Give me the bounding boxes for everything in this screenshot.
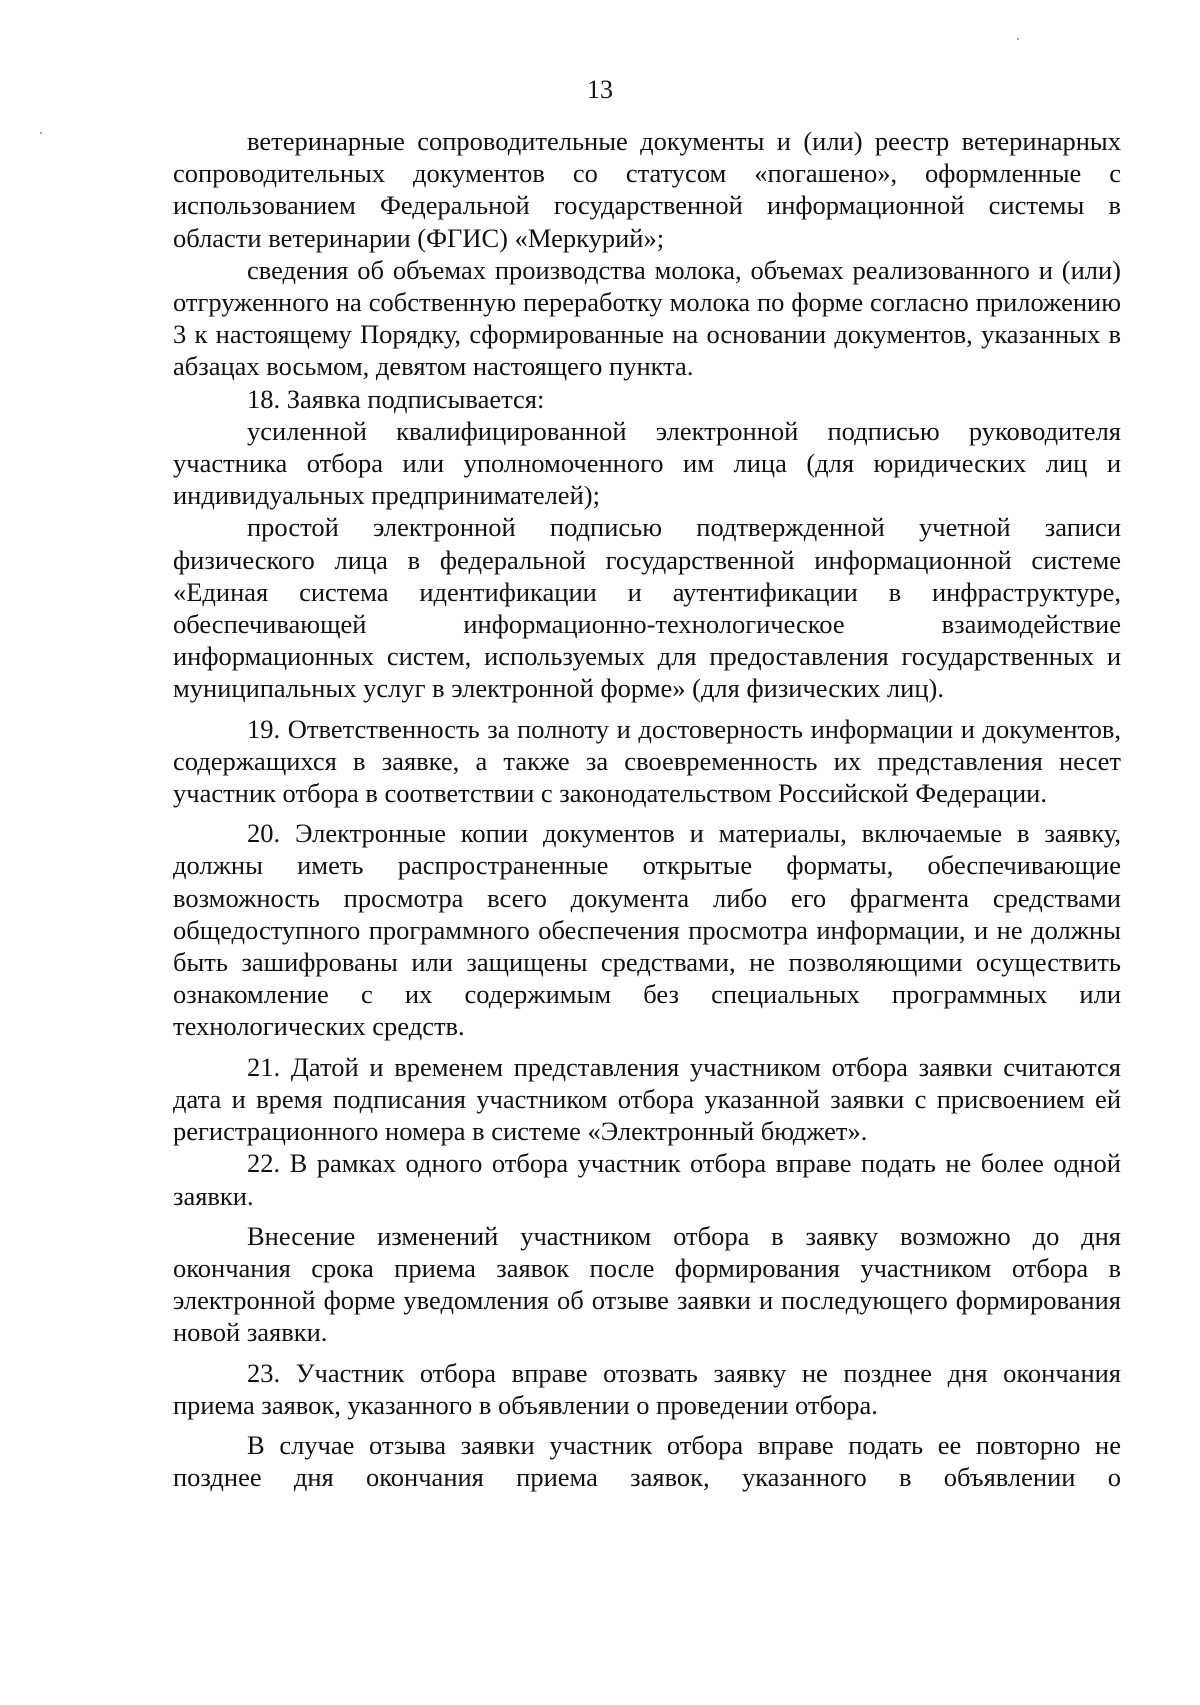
- paragraph-vet-documents: ветеринарные сопроводительные документы и (или) реестр ветеринарных сопроводительных документов со статусом «погашено», оформленные с использованием Федеральной государственной информационной системы в области ветеринарии (ФГИС) «Меркурий»;: [173, 126, 1121, 253]
- paragraph-22-one-application: 22. В рамках одного отбора участник отбора вправе подать не более одной заявки.: [173, 1148, 1121, 1211]
- scan-speck: [40, 132, 42, 134]
- paragraph-20-electronic-copies: 20. Электронные копии документов и материалы, включаемые в заявку, должны иметь распространенные открытые форматы, обеспечивающие возможность просмотра всего документа либо его фрагмента средствами общедоступного программного обеспечения просмотра информации, и не должны быть зашифрованы или защищены средствами, не позволяющими осуществить ознакомление с их содержимым без специальных программных или технологических средств.: [173, 818, 1121, 1042]
- paragraph-qualified-signature: усиленной квалифицированной электронной подписью руководителя участника отбора или уполномоченного им лица (для юридических лиц и индивидуальных предпринимателей);: [173, 415, 1121, 511]
- paragraph-18-heading: 18. Заявка подписывается:: [247, 383, 545, 414]
- paragraph-resubmission: В случае отзыва заявки участник отбора вправе подать ее повторно не позднее дня окончания приема заявок, указанного в объявлении о: [173, 1429, 1121, 1493]
- document-body: [173, 125, 1121, 1493]
- paragraph-23-withdrawal: 23. Участник отбора вправе отозвать заявку не позднее дня окончания приема заявок, указанного в объявлении о проведении отбора.: [173, 1357, 1121, 1420]
- paragraph-simple-signature: простой электронной подписью подтвержденной учетной записи физического лица в федеральной государственной информационной системе «Единая система идентификации и аутентификации в инфраструктуре, обеспечивающей информационно-технологическое взаимодействие информационных систем, используемых для предоставления государственных и муниципальных услуг в электронной форме» (для физических лиц).: [173, 512, 1121, 704]
- paragraph-21-submission-date: 21. Датой и временем представления участником отбора заявки считаются дата и время подписания участником отбора указанной заявки с присвоением ей регистрационного номера в системе «Электронный бюджет».: [173, 1051, 1121, 1147]
- paragraph-changes: Внесение изменений участником отбора в заявку возможно до дня окончания срока приема заявок после формирования участником отбора в электронной форме уведомления об отзыве заявки и последующего формирования новой заявки.: [173, 1220, 1121, 1348]
- page-number: 13: [587, 75, 613, 104]
- paragraph-milk-volumes: сведения об объемах производства молока, объемах реализованного и (или) отгруженного на собственную переработку молока по форме согласно приложению 3 к настоящему Порядку, сформированные на основании документов, указанных в абзацах восьмом, девятом настоящего пункта.: [173, 254, 1121, 382]
- paragraph-19-responsibility: 19. Ответственность за полноту и достоверность информации и документов, содержащихся в заявке, а также за своевременность их представления несет участник отбора в соответствии с законодательством Российской Федерации.: [173, 713, 1121, 809]
- scan-speck: [1017, 38, 1019, 40]
